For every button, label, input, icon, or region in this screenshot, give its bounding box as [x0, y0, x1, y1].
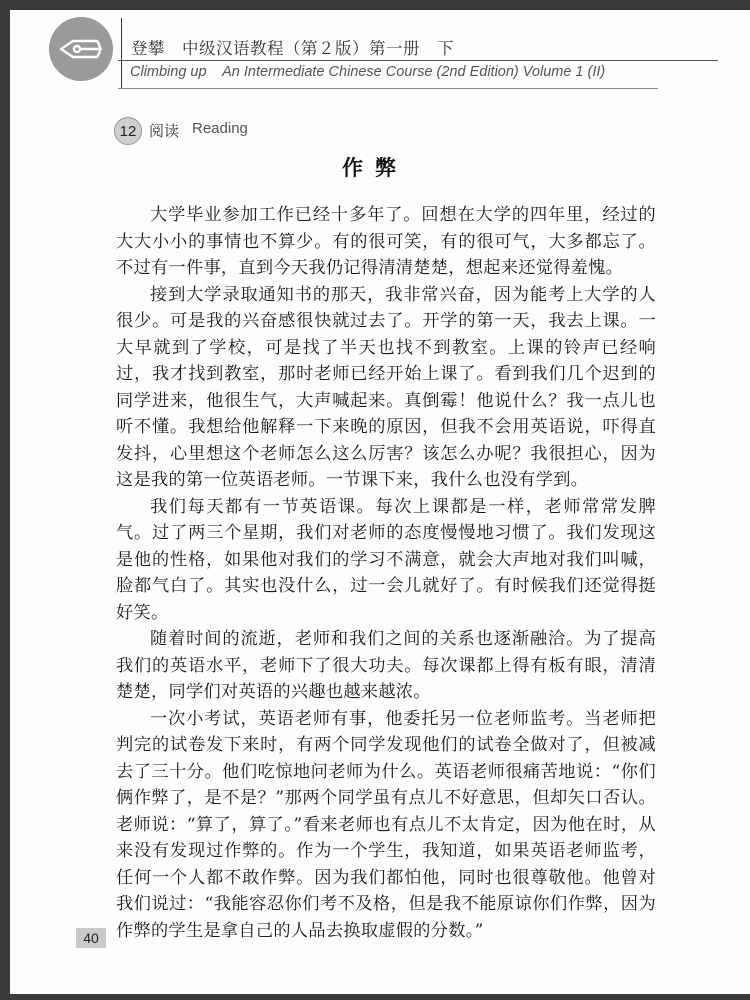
- paragraph: 一次小考试，英语老师有事，他委托另一位老师监考。当老师把判完的试卷发下来时，有两个同学发现他们的试卷全做对了，但被减去了三十分。他们吃惊地问老师为什么。英语老师很痛苦地说：“你们俩作弊了，是不是？”那两个同学虽有点儿不好意思，但却矢口否认。老师说：“算了，算了。”看来老师也有点儿不太肯定，因为他在时，从来没有发现过作弊的。作为一个学生，我知道，如果英语老师监考，任何一个人都不敢作弊。因为我们都怕他，同时也很尊敬他。他曾对我们说过：“我能容忍你们考不及格，但是我不能原谅你们作弊，因为作弊的学生是拿自己的人品去换取虚假的分数。”: [116, 708, 656, 941]
- header-divider-vertical: [121, 18, 122, 88]
- header-divider-bottom: [118, 88, 658, 89]
- paragraph: 我们每天都有一节英语课。每次上课都是一样，老师常常发脾气。过了两三个星期，我们对老师的态度慢慢地习惯了。我们发现这是他的性格，如果他对我们的学习不满意，就会大声地对我们叫喊，脸都气白了。其实也没什么，过一会儿就好了。有时候我们还觉得挺好笑。: [116, 496, 656, 623]
- paragraph: 接到大学录取通知书的那天，我非常兴奋，因为能考上大学的人很少。可是我的兴奋感很快就过去了。开学的第一天，我去上课。一大早就到了学校，可是找了半天也找不到教室。上课的铃声已经响过，我才找到教室，那时老师已经开始上课了。看到我们几个迟到的同学进来，他很生气，大声喊起来。真倒霉！他说什么？我一点儿也听不懂。我想给他解释一下来晚的原因，但我不会用英语说，吓得直发抖，心里想这个老师怎么这么厉害？该怎么办呢？我很担心，因为这是我的第一位英语老师。一节课下来，我什么也没有学到。: [116, 284, 656, 490]
- page-border-top: [0, 0, 750, 10]
- header-divider: [118, 60, 718, 61]
- book-title-english: Climbing up An Intermediate Chinese Course (2nd Edition) Volume 1 (II): [130, 64, 606, 80]
- page-number: 40: [76, 928, 106, 948]
- page-border-bottom: [0, 994, 750, 1000]
- section-label-chinese: 阅读: [149, 122, 180, 140]
- fountain-pen-nib-icon: [49, 17, 113, 81]
- section-number-badge: 12: [114, 117, 142, 145]
- page-border-left: [0, 0, 10, 1000]
- section-label-english: Reading: [192, 120, 248, 137]
- book-title-chinese: 登攀 中级汉语教程（第２版）第一册 下: [131, 39, 454, 58]
- reading-title: 作弊: [342, 155, 408, 180]
- reading-body: [116, 202, 656, 944]
- paragraph: 随着时间的流逝，老师和我们之间的关系也逐渐融洽。为了提高我们的英语水平，老师下了很大功夫。每次课都上得有板有眼，清清楚楚，同学们对英语的兴趣也越来越浓。: [116, 629, 656, 702]
- paragraph: 大学毕业参加工作已经十多年了。回想在大学的四年里，经过的大大小小的事情也不算少。有的很可笑，有的很可气，大多都忘了。不过有一件事，直到今天我仍记得清清楚楚，想起来还觉得羞愧。: [116, 205, 656, 278]
